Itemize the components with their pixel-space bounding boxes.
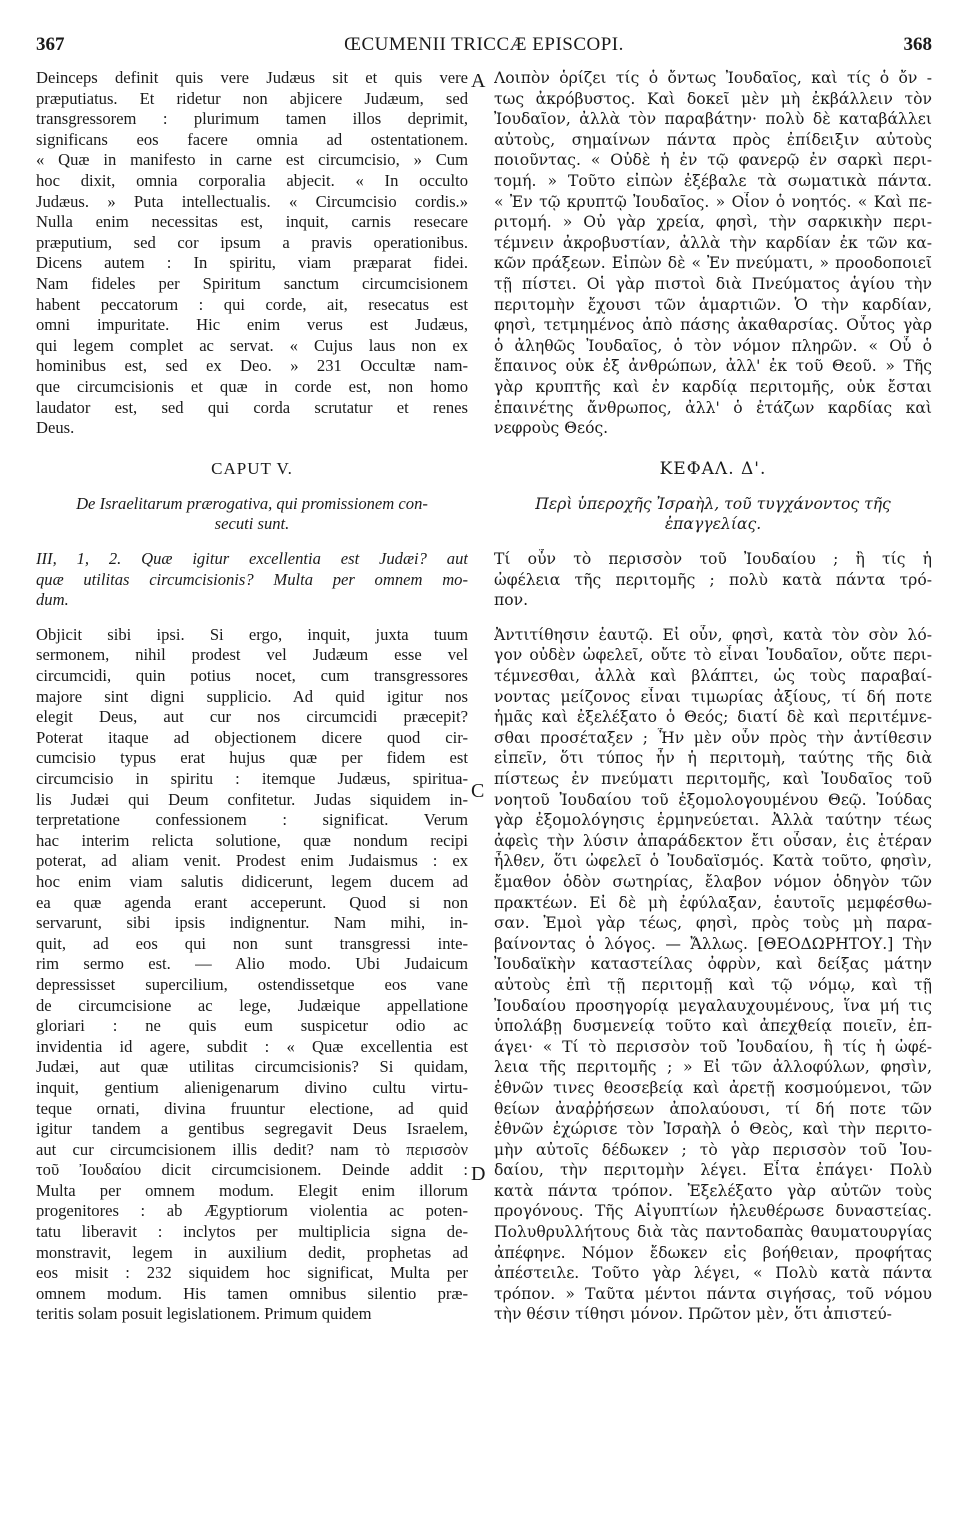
text-line: Deus. [36,418,75,438]
text-line: ριτομή. » Οὐ γὰρ χρεία, φησὶ, τὴν σαρκικὴν περι- [494,213,932,232]
spacer [36,535,468,549]
body-line: sermonem, nihil prodest vel Judæum esse vel [36,645,468,665]
chapter-title: CAPUT V. [211,459,293,479]
text-line: Ἰουδαῖον, ἀλλὰ τὸν παραβάτην· πολὺ δὲ καταβάλλει [494,110,932,129]
running-title: ŒCUMENII TRICCÆ EPISCOPI. [344,34,624,55]
chapter-title: ΚΕΦΑΛ. Δ'. [659,459,767,480]
page-header [36,34,932,62]
body-line: Objicit sibi ipsi. Si ergo, inquit, juxta tuum [36,624,468,644]
text-line: ποιοῦντας. « Οὐδὲ ἡ ἐν τῷ φανερῷ ἐν σαρκὶ περι- [494,151,932,170]
body-line: ἡμᾶς καὶ ἐξελέξατο ὁ Θεός; διατί δὲ καὶ περιτέμνε- [494,708,932,727]
body-line: cumcisio typus erat hujus quæ per fidem est [36,748,468,768]
body-line: igitur tandem a gentibus segregavit Deus Israelem, [36,1119,468,1139]
text-line: præputium, sed cor ipsum a pravis operationibus. [36,232,468,252]
text-line: ὁ ἀληθῶς Ἰουδαῖος, ὁ τὸν νόμον πληρῶν. « Οὗ ὁ [494,336,932,355]
body-line: terpretatione confessionem : significat. Verum [36,810,468,830]
text-line: Judæus. » Puta intellectualis. « Circumcisio cordis.» [36,191,468,211]
text-line: ἐπαινέτης ἄνθρωπος, ἀλλ' ὁ ἐτάζων καρδίας καὶ [494,398,932,417]
body-line: προγόνους. Τῆς Αἰγυπτίων ἠλευθέρωσε δυναστείας. [494,1202,932,1221]
body-line: rim sermo est. — Alio modo. Ubi Judaicum [36,954,468,974]
margin-marker-c: C [471,780,485,802]
body-line: de circumcisione ac lege, Judæique appellatione [36,995,468,1015]
body-line: εἰπεῖν, ὅτι τύπος ἦν ἡ περιτομὴ, ταύτης τῆς διὰ [494,749,932,768]
body-line: άγει· « Τί τὸ περισσὸν τοῦ Ἰουδαίου, ἢ τίς ἡ ὠφέ- [494,1037,932,1056]
latin-column [36,68,468,1325]
body-line: Ἰουδαϊκὴν καταστείλας ὀφρὺν, καὶ δείξας μάτην [494,955,932,974]
spacer [494,480,932,494]
spacer [36,480,468,494]
text-line: τομή. » Τοῦτο εἰπὼν ἐξέβαλε τὰ σωματικὰ πάντα. [494,171,932,190]
body-line: progenitores : ab Ægyptiorum violentia ac poten- [36,1201,468,1221]
spacer [36,611,468,625]
text-line: præputiatus. Et ridetur non abjicere Judæum, sed [36,88,468,108]
text-line: « Quæ in manifesto in carne est circumcisio, » Cum [36,150,468,170]
chapter-subtitle: secuti sunt. [214,514,290,534]
body-line: elegit Deus, aut cur nos circumcidi præcepit? [36,707,468,727]
body-line: poterat, ad aliam venit. Prodest enim Judaismus : ex [36,851,468,871]
body-line: teritis solam posuit legislationem. Primum quidem [36,1304,372,1324]
text-line: omni impuritate. Hic enim verus est Judæus, [36,315,468,335]
body-line: ἦλθεν, ὅτι ὠφελεῖ ὁ Ἰουδαϊσμός. Κατὰ τοῦτο, φησὶν, [494,852,932,871]
body-line: τέμνεσθαι, ἀλλὰ καὶ βλάπτει, ὡς τοὺς παραβαί- [494,667,932,686]
body-line: Poterat itaque ad objectionem dicere quod cir- [36,727,468,747]
verse-line: III, 1, 2. Quæ igitur excellentia est Judæi? aut [36,549,468,569]
body-line: tatu liberavit : inclytos per multiplicia signa de- [36,1222,468,1242]
body-line: σαν. Ἐμοὶ γὰρ τέως, φησὶ, πρὸς τοὺς μὴ παρα- [494,914,932,933]
body-line: hoc enim viam salutis didicerunt, legem ducem ad [36,871,468,891]
text-line: Nulla enim necessitas est, inquit, carnis resecare [36,212,468,232]
body-line: Ἀντιτίθησιν ἑαυτῷ. Εἰ οὖν, φησὶ, κατὰ τὸν σὸν λό- [494,625,932,644]
verse-line: quæ utilitas circumcisionis? Multa per omnem mo- [36,569,468,589]
text-line: τως ἀκρόβυστος. Καὶ δοκεῖ μὲν μὴ ἐκβάλλειν τὸν [494,89,932,108]
body-line: σθαι προσέταξεν ; Ἦν μὲν οὖν πρὸς τὴν ἀντίθεσιν [494,728,932,747]
text-line: τῇ πίστει. Οἱ γὰρ πιστοὶ διὰ Πνεύματος ἁγίου τὴν [494,274,932,293]
body-line: inquit, gentium alienigenarum divino cultu virtu- [36,1077,468,1097]
spacer [494,535,932,549]
text-line: « Ἐν τῷ κρυπτῷ Ἰουδαῖος. » Οἷον ὁ νοητός. « Καὶ πε- [494,192,932,211]
verse-line: ὠφέλεια τῆς περιτομῆς ; πολὺ κατὰ πάντα τρό- [494,570,932,589]
body-line: βαίνοντας ὁ λόγος. — Ἄλλως. [ΘΕΟΔΩΡΗΤΟΥ.] Τὴν [494,934,932,953]
body-line: Πολυθρυλλήτους διὰ τὰς παντοδαπὰς θαυματουργίας [494,1223,932,1242]
body-line: τρόπον. » Ταῦτα μέντοι πάντα σιγήσας, τοῦ νόμου [494,1284,932,1303]
text-line: Deinceps definit quis vere Judæus sit et quis vere [36,68,468,87]
body-line: invidentia id agere, subdit : « Quæ excellentia est [36,1036,468,1056]
body-line: δαίου, τὴν περιτομὴν λέγει. Εἶτα ἐπάγει· Πολὺ [494,1161,932,1180]
body-line: αὐτοὺς ἐπὶ τῇ περιτομῇ καὶ τῷ νόμῳ, καὶ τῇ [494,975,932,994]
body-line: ἐθνῶν τινες θεοσεβείᾳ καὶ ἀρετῇ κοσμούμενοι, τῶν [494,1078,932,1097]
body-line: ἀπέστειλε. Τοῦτο γὰρ λέγει, « Πολὺ κατὰ πάντα [494,1264,932,1283]
body-line: Judæi, aut quæ utilitas circumcisionis? Si quidam, [36,1057,468,1077]
text-line: hoc dixit, omnia corporalia abjecit. « In occulto [36,170,468,190]
body-line: eos misit : 232 siquidem hoc significat, Multa per [36,1263,468,1283]
body-line: μὴν αὐτοῖς δέδωκεν ; τὸ γὰρ περισσὸν τοῦ Ἰου- [494,1140,932,1159]
text-line: qui legem complet ac servat. « Cujus laus non ex [36,335,468,355]
body-line: majore sint digni supplicio. Ad quid igitur nos [36,686,468,706]
body-line: τοῦ Ἰουδαίου dicit circumcisionem. Deinde addit : [36,1160,468,1180]
body-line: ἀπέφηνε. Νόμον ἔδωκεν εἰς βοήθειαν, προφήτας [494,1243,932,1262]
body-line: Multa per omnem modum. Elegit enim illorum [36,1180,468,1200]
body-line: gloriari : ne quis eum suspicetur odio ac [36,1016,468,1036]
chapter-subtitle: Περὶ ὑπεροχῆς Ἰσραὴλ, τοῦ τυγχάνοντος τῆς [535,494,891,513]
spacer [494,439,932,460]
text-line: significans eos facere omnia ad ostentationem. [36,129,468,149]
body-line: γον οὐδὲν ὠφελεῖ, οὔτε τὸ εἶναι Ἰουδαῖον, οὔτε περι- [494,646,932,665]
text-line: Nam fideles per Spiritum sanctum circumcisionem [36,273,468,293]
text-line: que circumcisionis et quæ in corde est, non homo [36,376,468,396]
page-number-right: 368 [903,34,932,55]
body-line: τὴν θέσιν τίθησι μόνον. Πρῶτον μὲν, ὅτι ἀπιστεύ- [494,1305,892,1324]
body-line: κατὰ πάντα τρόπον. Ἐξελέξατο γὰρ αὐτῶν τοὺς [494,1181,932,1200]
text-line: ἔπαινος οὐκ ἐξ ἀνθρώπων, ἀλλ' ἐκ τοῦ Θεοῦ. » Τῆς [494,357,932,376]
text-line: περιτομὴν ἔχουσι τῶν ἁμαρτιῶν. Ὁ τὴν καρδίαν, [494,295,932,314]
body-line: servarunt, sibi ipsis indignentur. Nam mihi, in- [36,913,468,933]
body-line: monstravit, legem in auxilium dedit, prophetas ad [36,1242,468,1262]
body-line: aut cur circumcisionem illis dedit? nam τὸ περισσὸν [36,1139,468,1159]
body-line: circumcidi, quin potius nocet, cum transgressores [36,666,468,686]
spacer [494,611,932,625]
spacer [36,439,468,460]
body-line: ὑπολάβῃ δυσμενείᾳ τοῦτο καὶ ἀπεχθείᾳ ποιεῖν, ἐπ- [494,1017,932,1036]
text-line: γὰρ κρυπτῆς καὶ ἐν καρδίᾳ περιτομῆς, οὐκ ἔσται [494,377,932,396]
body-line: θείων ἀναῤῥήσεων ἀπολαύουσι, τί δή ποτε τῶν [494,1099,932,1118]
text-line: νεφροὺς Θεός. [494,419,609,438]
body-line: νοντας μείζονος εἶναι τιμωρίας ἀξίους, τί δή ποτε [494,687,932,706]
body-line: νοητοῦ Ἰουδαίου τοῦ ἐξομολογουμένου Θεῷ. Ἰούδας [494,790,932,809]
verse-line: πον. [494,591,529,610]
chapter-subtitle: De Israelitarum prærogativa, qui promissionem con- [76,493,428,513]
text-line: Λοιπὸν ὁρίζει τίς ὁ ὄντως Ἰουδαῖος, καὶ τίς ὁ ὄν - [494,69,932,87]
text-line: hominibus est, sed ex Deo. » 231 Occultæ nam- [36,356,468,376]
body-line: omnem modum. His tamen omnibus silentio præ- [36,1283,468,1303]
body-line: πίστεως ἐν πνεύματι περιτομῆς, καὶ Ἰουδαῖος τοῦ [494,770,932,788]
body-line: ἀφεὶς τὴν λύσιν ἀπαράδεκτον ἔτι οὖσαν, ἐις ἑτέραν [494,831,932,850]
text-line: αὐτοὺς, σημαίνων πάντα πρὸς ἐπίδειξιν αὐτοὺς [494,130,932,149]
body-line: ea quæ agenda erant acceperunt. Quod si non [36,892,468,912]
text-line: τέμνειν ἀκροβυστίαν, ἀλλὰ τὴν καρδίαν ἐκ τῶν κα- [494,233,932,252]
body-line: πρακτέων. Εἰ δὲ μὴ ἐφύλαξαν, ἑαυτοῖς μεμφέσθω- [494,893,932,912]
greek-column [494,68,932,1325]
body-line: teque ornati, divina fruuntur electione, ad quid [36,1098,468,1118]
text-line: Dicens autem : In spiritu, viam præparat fidei. [36,253,468,273]
verse-line: Τί οὖν τὸ περισσὸν τοῦ Ἰουδαίου ; ἢ τίς ἡ [494,550,932,569]
body-line: hac interim relicta solutione, quæ nondum recipi [36,830,468,850]
text-line: habent peccatorum : qui corde, ait, resecatus est [36,294,468,314]
body-line: lis Judæi qui Deum confitetur. Judas siquidem in- [36,789,468,809]
margin-marker-d: D [471,1163,486,1185]
text-line: φησὶ, τετμημένος ἀπὸ πάσης ἀκαθαρσίας. Οὗτος γὰρ [494,316,932,335]
body-line: depressisset supercilium, ostendissetque eos vane [36,974,468,994]
body-line: λεια τῆς περιτομῆς ; » Εἰ τῶν ἀλλοφύλων, φησὶν, [494,1058,932,1077]
margin-marker-a: A [471,70,486,92]
verse-line: dum. [36,590,69,610]
text-line: laudator est, sed qui corda scrutatur et renes [36,397,468,417]
page-number-left: 367 [36,34,65,55]
body-line: ἔμαθον ὁδὸν σωτηρίας, ἔλαβον νόμον ὁδηγὸν τῶν [494,872,932,891]
body-line: γὰρ ἐξομολόγησις ἑρμηνεύεται. Ἀλλὰ ταύτην τέως [494,811,932,830]
body-line: Ἰουδαίου προσηγορίᾳ μεγαλαυχουμένους, ἵνα μή τις [494,996,932,1015]
text-line: κῶν πράξεων. Εἰπὼν δὲ « Ἐν πνεύματι, » προοδοποιεῖ [494,254,932,273]
body-line: ἐθνῶν ἐχώρισε τὸν Ἰσραὴλ ὁ Θεὸς, καὶ τὴν περιτο- [494,1120,932,1139]
chapter-subtitle: ἐπαγγελίας. [664,515,762,534]
body-line: quit, ad eos qui non sunt transgressi inte- [36,933,468,953]
body-line: circumcisio in spiritu : itemque Judæus, spiritua- [36,769,468,788]
text-line: transgressorem : plurimum tamen illos deprimit, [36,109,468,129]
